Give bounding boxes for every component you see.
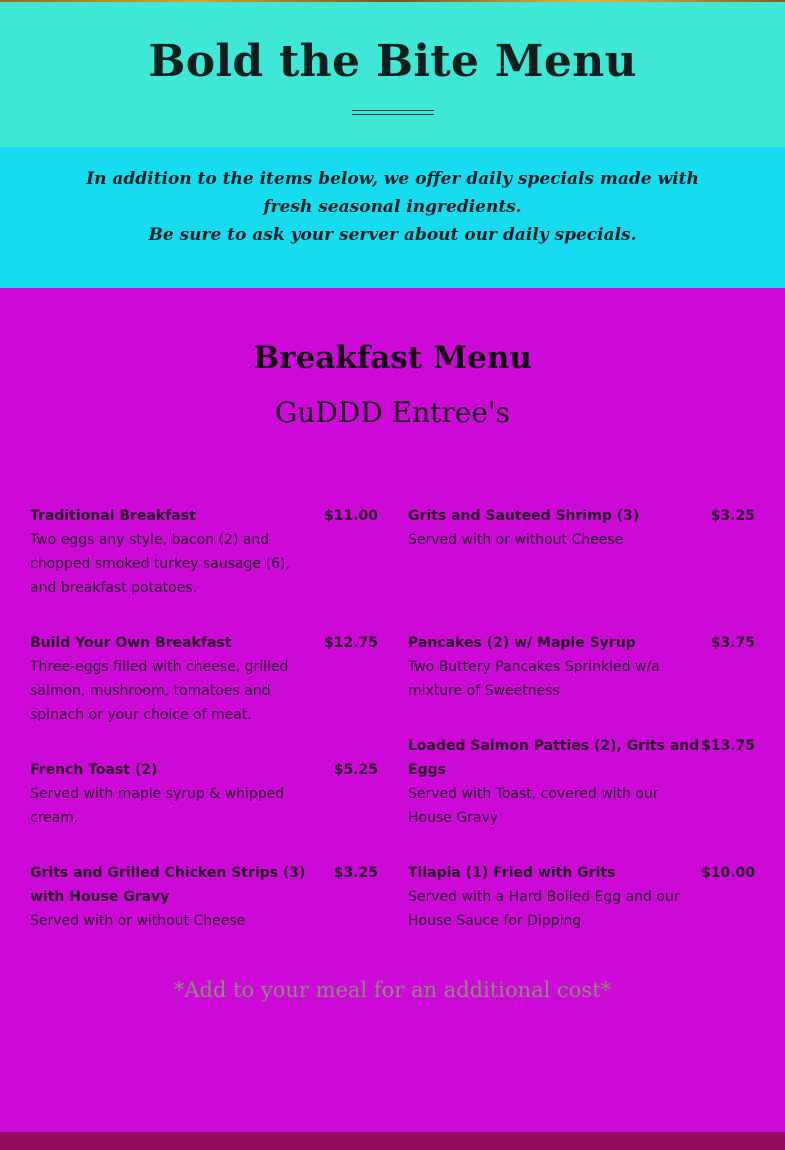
section-title: Breakfast Menu [253, 340, 532, 376]
menu-item-description: Served with Toast, covered with our House Gravy [408, 786, 659, 826]
menu-item-price: $13.75 [700, 738, 755, 754]
menu-item-name: Pancakes (2) w/ Maple Syrup [408, 635, 636, 651]
menu-item-description: Two Buttery Pancakes Sprinkled w/a mixture of Sweetness [408, 659, 660, 699]
menu-item-name: Tilapia (1) Fried with Grits [408, 865, 616, 881]
menu-item [408, 861, 755, 933]
section-subtitle: GuDDD Entree's [275, 396, 510, 429]
menu-item-description: Served with or without Cheese [408, 532, 624, 548]
menu-item-price: $5.25 [333, 762, 378, 778]
specials-notice-line-1: In addition to the items below, we offer daily specials made with fresh seasonal ingredients. [86, 169, 699, 217]
menu-item-description: Served with a Hard Boiled Egg and our House Sauce for Dipping [408, 889, 680, 929]
menu-item [30, 504, 378, 600]
menu-item-price: $11.00 [323, 508, 378, 524]
menu-item-name: Grits and Sauteed Shrimp (3) [408, 508, 640, 524]
menu-item-description: Three-eggs filled with cheese, grilled salmon, mushroom, tomatoes and spinach or your choice of meat. [30, 659, 289, 723]
page-title: Bold the Bite Menu [148, 36, 637, 87]
menu-item-description: Served with or without Cheese [30, 913, 246, 929]
menu-item [408, 734, 755, 830]
menu-item [408, 504, 755, 552]
menu-item-price: $12.75 [323, 635, 378, 651]
specials-notice-band [0, 147, 785, 288]
menu-item-price: $3.25 [710, 508, 755, 524]
menu-item [30, 631, 378, 727]
menu-item-price: $3.25 [333, 865, 378, 881]
menu-item-name: Traditional Breakfast [30, 508, 196, 524]
specials-notice [60, 165, 725, 249]
additional-cost-note: *Add to your meal for an additional cost* [173, 978, 612, 1002]
menu-item [408, 631, 755, 703]
menu-item-name: Loaded Salmon Patties (2), Grits and Eggs [408, 738, 700, 778]
specials-notice-line-2: Be sure to ask your server about our daily specials. [148, 225, 637, 245]
menu-item [30, 758, 378, 830]
title-divider [352, 110, 434, 115]
menu-item-price: $3.75 [710, 635, 755, 651]
header-banner [0, 2, 785, 147]
menu-item-name: French Toast (2) [30, 762, 158, 778]
menu-item-price: $10.00 [700, 865, 755, 881]
footer-band [0, 1132, 785, 1150]
menu-item-name: Grits and Grilled Chicken Strips (3) with House Gravy [30, 865, 306, 905]
menu-item [30, 861, 378, 933]
menu-item-description: Served with maple syrup & whipped cream. [30, 786, 285, 826]
menu-item-description: Two eggs any style, bacon (2) and chopped smoked turkey sausage (6), and breakfast potatoes. [30, 532, 290, 596]
menu-item-name: Build Your Own Breakfast [30, 635, 232, 651]
